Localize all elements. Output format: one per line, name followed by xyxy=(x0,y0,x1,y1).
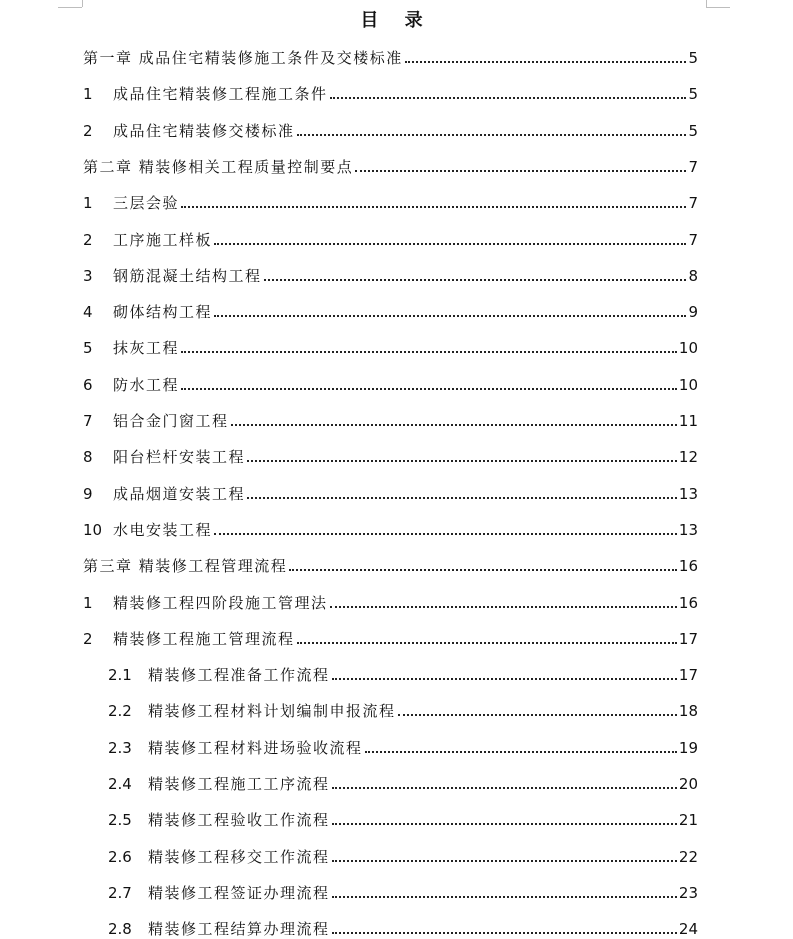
toc-entry[interactable] xyxy=(83,80,698,104)
toc-dot-leader xyxy=(297,134,687,136)
toc-entry[interactable] xyxy=(83,371,698,395)
toc-entry[interactable] xyxy=(108,734,698,758)
toc-page-number: 19 xyxy=(678,738,698,757)
toc-entry-label: 精装修工程施工管理流程 xyxy=(113,629,295,648)
toc-entry-number: 5 xyxy=(83,339,93,358)
toc-entry[interactable] xyxy=(83,552,698,576)
toc-entry[interactable] xyxy=(83,407,698,431)
toc-entry-label: 精装修工程材料进场验收流程 xyxy=(148,738,363,757)
toc-entry[interactable] xyxy=(108,843,698,867)
toc-dot-leader xyxy=(330,606,677,608)
toc-dot-leader xyxy=(332,823,677,825)
toc-entry[interactable] xyxy=(83,153,698,177)
toc-entry[interactable] xyxy=(83,625,698,649)
toc-dot-leader xyxy=(332,860,677,862)
toc-entry-number: 10 xyxy=(83,520,103,539)
toc-entry[interactable] xyxy=(108,806,698,830)
toc-dot-leader xyxy=(214,533,677,535)
toc-entry-label: 水电安装工程 xyxy=(113,520,213,539)
toc-entry[interactable] xyxy=(83,589,698,613)
toc-entry-label: 防水工程 xyxy=(113,375,180,394)
toc-entry-number: 2.3 xyxy=(108,738,132,757)
toc-entry-number: 1 xyxy=(83,85,93,104)
toc-page-number: 12 xyxy=(678,448,698,467)
toc-entry[interactable] xyxy=(83,44,698,68)
toc-dot-leader xyxy=(231,424,677,426)
toc-entry-label: 成品住宅精装修工程施工条件 xyxy=(113,85,328,104)
toc-page-number: 24 xyxy=(678,920,698,939)
toc-entry-label: 精装修工程材料计划编制申报流程 xyxy=(148,702,396,721)
toc-dot-leader xyxy=(332,932,677,934)
toc-dot-leader xyxy=(214,243,686,245)
toc-entry-number: 9 xyxy=(83,484,93,503)
toc-entry[interactable] xyxy=(108,661,698,685)
toc-dot-leader xyxy=(289,569,677,571)
margin-corner-mark xyxy=(706,0,707,7)
toc-page-number: 7 xyxy=(688,194,698,213)
toc-page-number: 22 xyxy=(678,847,698,866)
toc-dot-leader xyxy=(330,97,687,99)
toc-entry-label: 第二章 精装修相关工程质量控制要点 xyxy=(83,157,354,176)
toc-entry[interactable] xyxy=(83,226,698,250)
toc-entry[interactable] xyxy=(83,480,698,504)
toc-dot-leader xyxy=(332,787,677,789)
toc-entry-label: 砌体结构工程 xyxy=(113,303,213,322)
toc-dot-leader xyxy=(264,279,687,281)
toc-dot-leader xyxy=(365,751,677,753)
toc-page-number: 8 xyxy=(688,266,698,285)
toc-entry-label: 第三章 精装修工程管理流程 xyxy=(83,557,288,576)
toc-dot-leader xyxy=(214,315,686,317)
toc-dot-leader xyxy=(181,388,677,390)
toc-page-number: 21 xyxy=(678,811,698,830)
toc-entry-number: 2.7 xyxy=(108,883,132,902)
toc-dot-leader xyxy=(332,896,677,898)
toc-entry-label: 成品烟道安装工程 xyxy=(113,484,246,503)
toc-entry-label: 精装修工程施工工序流程 xyxy=(148,775,330,793)
toc-dot-leader xyxy=(247,497,677,499)
toc-entry-number: 2.5 xyxy=(108,811,132,830)
toc-entry[interactable] xyxy=(83,262,698,286)
toc-dot-leader xyxy=(181,206,686,208)
toc-entry-number: 6 xyxy=(83,375,93,394)
toc-page-number: 11 xyxy=(678,412,698,430)
toc-entry-label: 三层会验 xyxy=(113,194,180,213)
toc-page-number: 20 xyxy=(678,775,698,793)
toc-page-number: 5 xyxy=(688,121,698,140)
toc-page-number: 16 xyxy=(678,593,698,612)
toc-entry[interactable] xyxy=(108,879,698,903)
toc-page-number: 13 xyxy=(678,484,698,503)
toc-dot-leader xyxy=(332,678,677,680)
toc-title: 目 录 xyxy=(360,10,433,31)
toc-entry[interactable] xyxy=(83,334,698,358)
toc-entry[interactable] xyxy=(83,298,698,322)
toc-entry[interactable] xyxy=(83,117,698,141)
toc-entry-label: 精装修工程结算办理流程 xyxy=(148,920,330,939)
toc-dot-leader xyxy=(181,351,677,353)
toc-entry-label: 第一章 成品住宅精装修施工条件及交楼标准 xyxy=(83,49,403,67)
toc-entry-label: 阳台栏杆安装工程 xyxy=(113,448,246,467)
toc-entry-label: 成品住宅精装修交楼标准 xyxy=(113,121,295,140)
toc-entry-label: 工序施工样板 xyxy=(113,230,213,249)
toc-dot-leader xyxy=(297,642,677,644)
toc-entry-number: 2.8 xyxy=(108,920,132,939)
toc-dot-leader xyxy=(398,714,677,716)
toc-page-number: 5 xyxy=(688,49,698,67)
toc-entry-label: 精装修工程四阶段施工管理法 xyxy=(113,593,328,612)
toc-page-number: 16 xyxy=(678,557,698,576)
toc-entry-number: 1 xyxy=(83,194,93,213)
toc-entry-number: 2 xyxy=(83,121,93,140)
toc-entry-number: 7 xyxy=(83,412,93,430)
toc-entry-number: 8 xyxy=(83,448,93,467)
toc-entry-number: 2.1 xyxy=(108,666,132,685)
toc-entry-number: 2.4 xyxy=(108,775,132,793)
toc-dot-leader xyxy=(405,61,687,63)
toc-dot-leader xyxy=(355,170,686,172)
toc-dot-leader xyxy=(247,460,677,462)
toc-page-number: 23 xyxy=(678,883,698,902)
toc-page-number: 13 xyxy=(678,520,698,539)
toc-page-number: 18 xyxy=(678,702,698,721)
toc-page-number: 5 xyxy=(688,85,698,104)
toc-page-number: 7 xyxy=(688,230,698,249)
toc-page-number: 9 xyxy=(688,303,698,322)
toc-page-number: 17 xyxy=(678,666,698,685)
toc-entry-number: 2.2 xyxy=(108,702,132,721)
toc-entry-label: 精装修工程移交工作流程 xyxy=(148,847,330,866)
toc-entry-number: 4 xyxy=(83,303,93,322)
toc-entry-label: 钢筋混凝土结构工程 xyxy=(113,266,262,285)
toc-entry-label: 精装修工程签证办理流程 xyxy=(148,883,330,902)
toc-entry-label: 抹灰工程 xyxy=(113,339,180,358)
toc-entry-number: 2 xyxy=(83,629,93,648)
toc-entry-label: 精装修工程验收工作流程 xyxy=(148,811,330,830)
toc-entry[interactable] xyxy=(108,697,698,721)
toc-page-number: 10 xyxy=(678,375,698,394)
toc-entry-number: 2 xyxy=(83,230,93,249)
toc-entry-label: 精装修工程准备工作流程 xyxy=(148,666,330,685)
toc-entry-number: 2.6 xyxy=(108,847,132,866)
toc-entry[interactable] xyxy=(83,189,698,213)
toc-entry[interactable] xyxy=(108,915,698,939)
toc-page-number: 10 xyxy=(678,339,698,358)
toc-entry[interactable] xyxy=(83,443,698,467)
toc-entry-number: 3 xyxy=(83,266,93,285)
toc-entry-number: 1 xyxy=(83,593,93,612)
toc-page-number: 17 xyxy=(678,629,698,648)
margin-corner-mark xyxy=(82,0,83,7)
toc-entry[interactable] xyxy=(83,516,698,540)
toc-entry-label: 铝合金门窗工程 xyxy=(113,412,229,430)
toc-entry[interactable] xyxy=(108,770,698,794)
toc-page-number: 7 xyxy=(688,157,698,176)
